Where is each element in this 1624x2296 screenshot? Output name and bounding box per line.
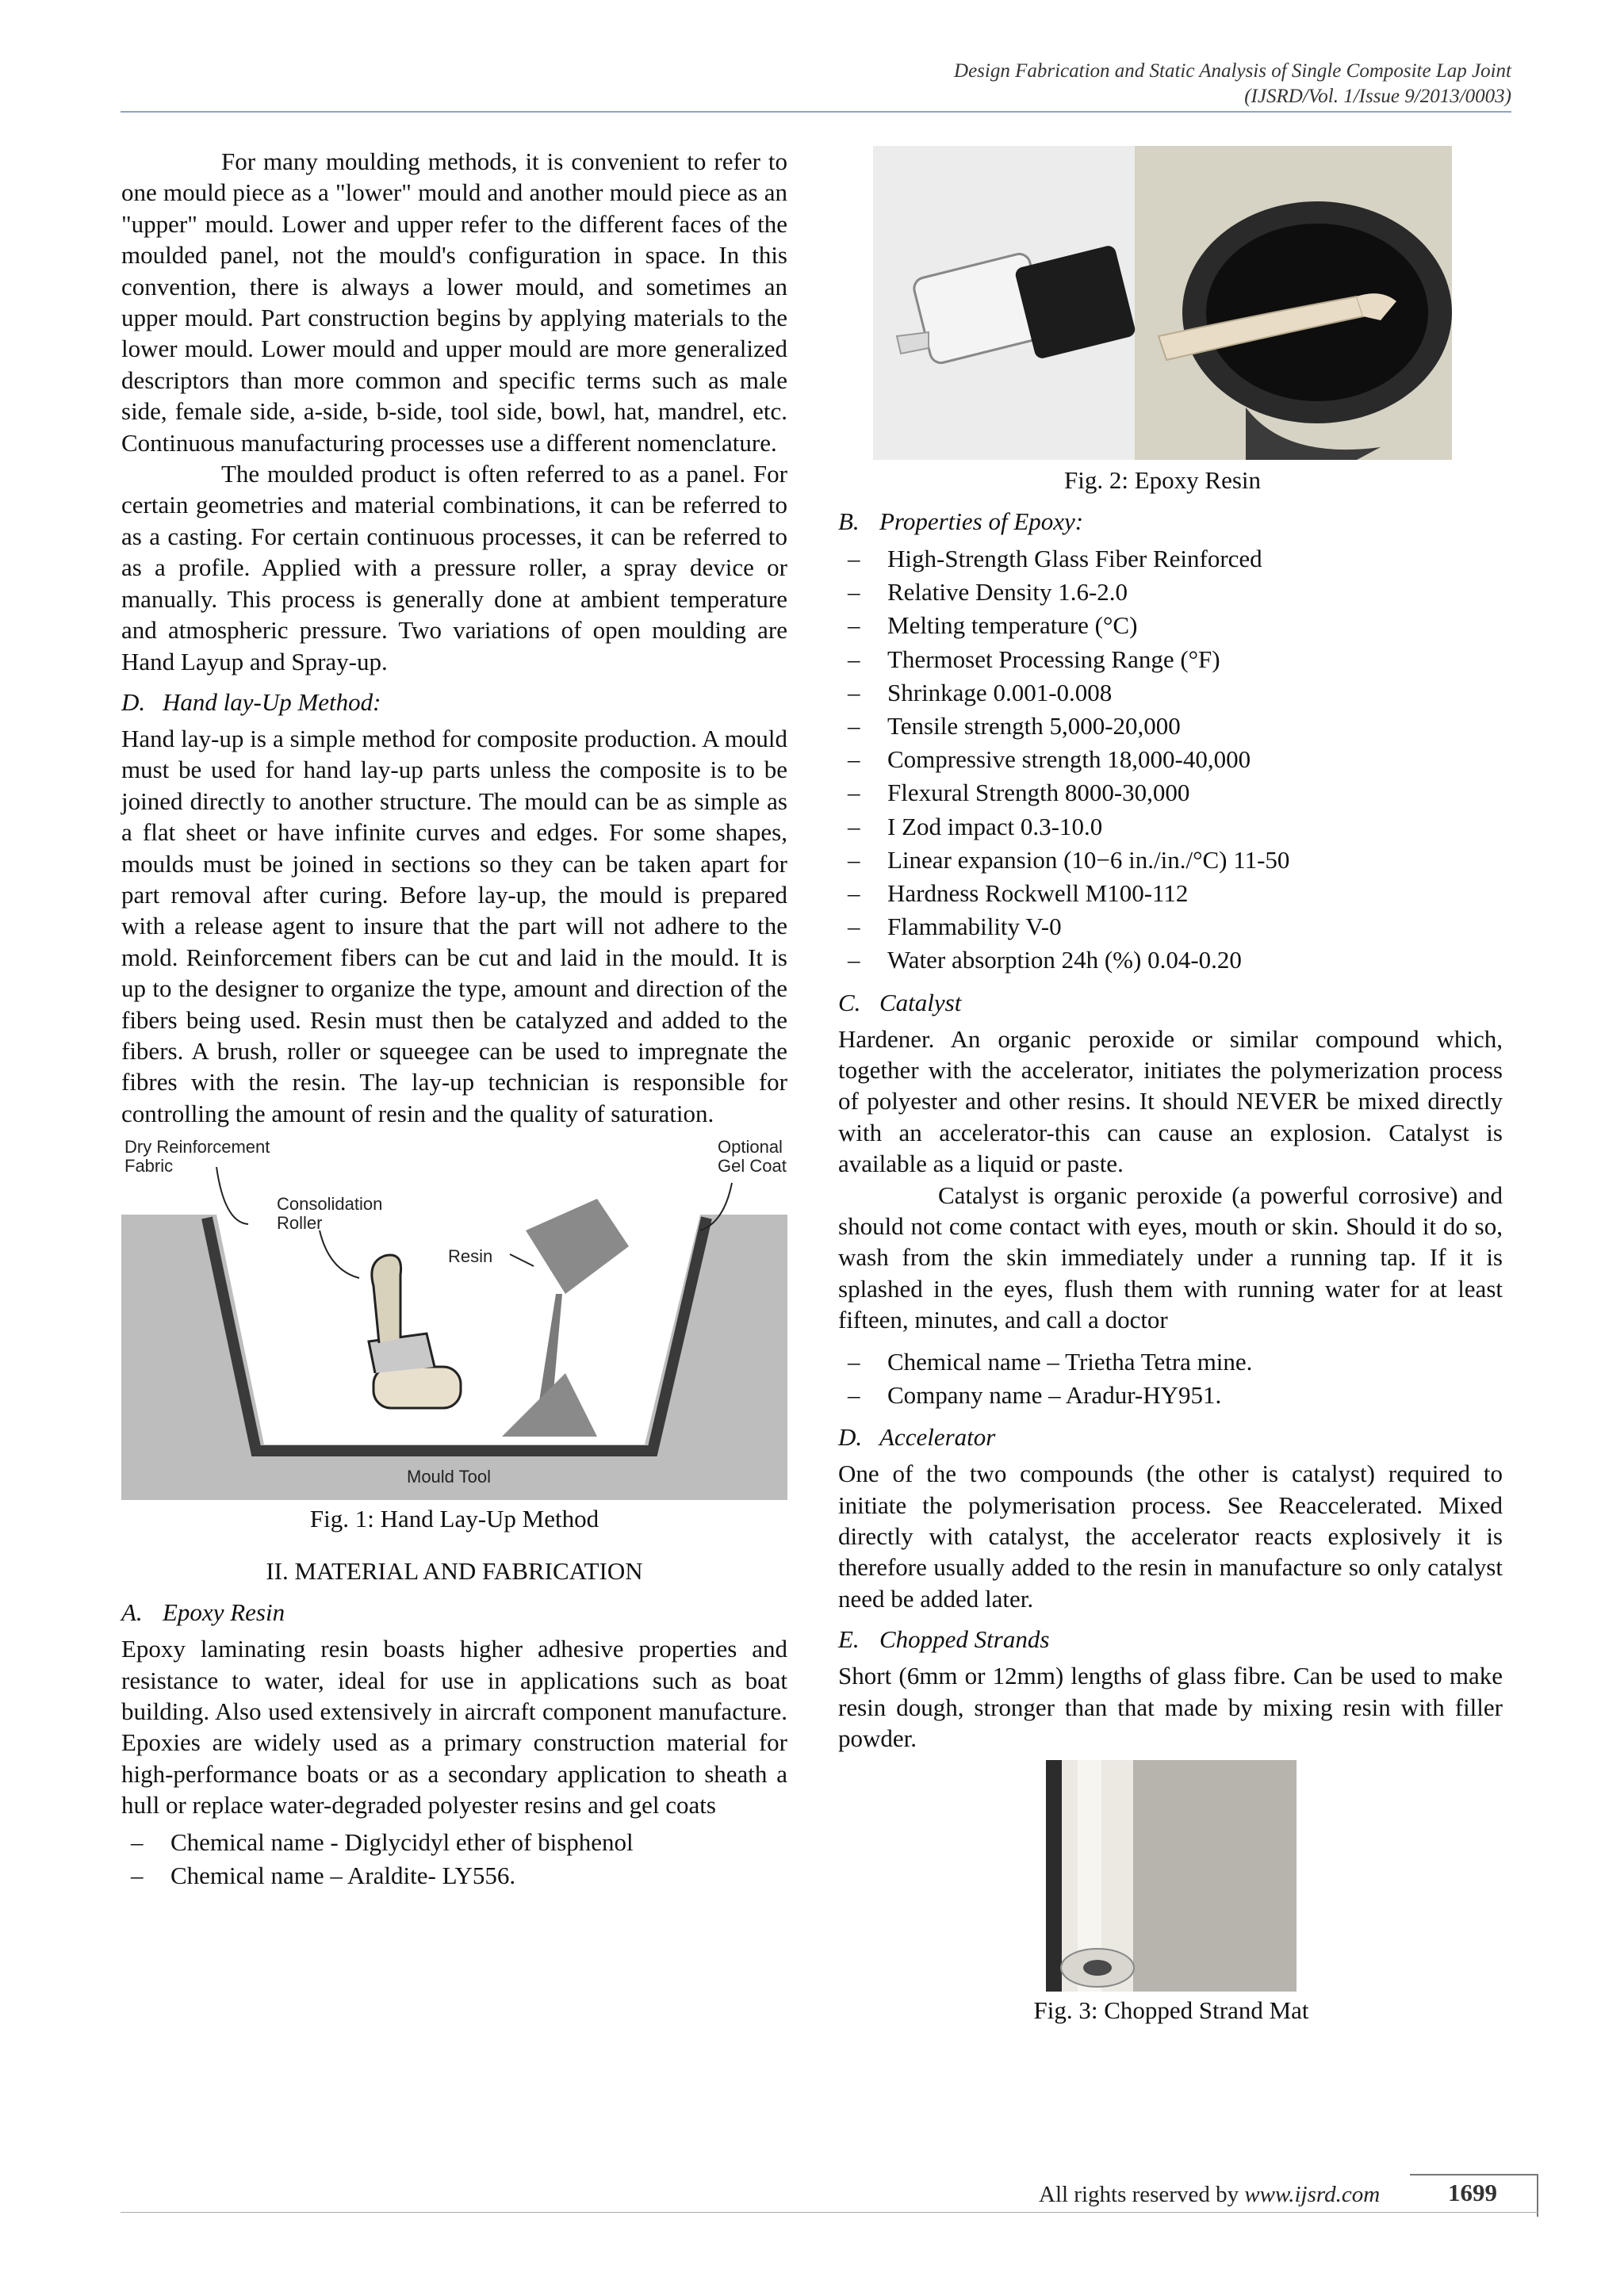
header-citation: (IJSRD/Vol. 1/Issue 9/2013/0003) (1244, 86, 1511, 107)
section-number: D. (121, 687, 146, 716)
figure-epoxy-resin (873, 146, 1452, 460)
left-column (121, 146, 787, 1897)
list-item (838, 1345, 1503, 1379)
section-title: Epoxy Resin (163, 1598, 285, 1627)
list-item (838, 710, 1503, 743)
label-resin: Resin (448, 1246, 493, 1267)
label-mould-tool: Mould Tool (407, 1467, 491, 1487)
list-item (838, 576, 1503, 609)
section-number: B. (838, 507, 860, 535)
footer-rule (121, 2212, 1538, 2213)
list-item-text: Compressive strength 18,000-40,000 (887, 745, 1251, 774)
catalyst-list (838, 1345, 1503, 1412)
dash-marker: – (848, 1380, 860, 1409)
list-item-text: Flexural Strength 8000-30,000 (887, 779, 1190, 807)
hand-layup-diagram (121, 1135, 787, 1500)
dash-marker: – (848, 545, 860, 572)
list-item-text: High-Strength Glass Fiber Reinforced (887, 545, 1262, 572)
section-heading-hand-layup (121, 687, 787, 718)
properties-list (838, 542, 1503, 978)
dash-marker: – (848, 812, 860, 840)
figure-2-caption: Fig. 2: Epoxy Resin (1063, 466, 1261, 494)
paragraph-accelerator: One of the two compounds (the other is catalyst) required to initiate the polymerisation process. See Reaccelerated. Mixed directly with catalyst, the accelerator reacts explosively it is therefore usually added to the resin in manufacture so only catalyst need be added later. (838, 1460, 1503, 1613)
dash-marker: – (131, 1861, 144, 1889)
section-number: E. (838, 1625, 860, 1654)
footer-rights (1039, 2182, 1380, 2208)
footer-rights-text: All rights reserved by (1039, 2182, 1239, 2207)
list-item (121, 1859, 787, 1892)
label-dry-fabric-1: Dry Reinforcement (124, 1137, 270, 1158)
paragraph-chopped-strands: Short (6mm or 12mm) lengths of glass fibre. Can be used to make resin dough, stronger than that made by mixing resin with filler powder. (838, 1662, 1503, 1752)
paragraph-panel: The moulded product is often referred to as a panel. For certain geometries and material combinations, it can be referred to as a casting. For certain continuous processes, it can be referred to as a profile. Applied with a pressure roller, a spray device or manually. This process is generally done at ambient temperature and atmospheric pressure. Two variations of open moulding are Hand Layup and Spray-up. (121, 460, 787, 675)
dash-marker: – (848, 645, 860, 673)
header-rule (121, 111, 1511, 113)
section-number: D. (838, 1423, 863, 1452)
dash-marker: – (848, 779, 860, 807)
list-item (838, 910, 1503, 943)
list-item (838, 877, 1503, 910)
figure-3-caption: Fig. 3: Chopped Strand Mat (1033, 1996, 1309, 2025)
section-heading-catalyst (838, 987, 1503, 1019)
epoxy-chemical-list (121, 1826, 787, 1892)
paragraph-hand-layup: Hand lay-up is a simple method for composite production. A mould must be used for hand lay-up parts unless the composite is to be joined directly to another structure. The mould can be as simple as a flat sheet or have infinite curves and edges. For some shapes, moulds must be joined in sections so they can be taken apart for part removal after curing. Before lay-up, the mould is prepared with a release agent to insure that the part will not adhere to the mold. Reinforcement fibers can be cut and laid in the mould. It is up to the designer to organize the type, amount and direction of the fibers being used. Resin must then be catalyzed and added to the fibers. A brush, roller or squeegee can be used to impregnate the fibres with the resin. The lay-up technician is responsible for controlling the amount of resin and the quality of saturation. (121, 724, 787, 1127)
section-heading-accelerator (838, 1422, 1503, 1453)
list-item-text: Chemical name – Trietha Tetra mine. (887, 1347, 1253, 1376)
list-item (838, 676, 1503, 710)
dash-marker: – (848, 845, 860, 874)
section-heading-chopped-strands (838, 1624, 1503, 1655)
list-item-text: Chemical name - Diglycidyl ether of bisphenol (170, 1827, 634, 1856)
section-title: Catalyst (879, 988, 962, 1016)
list-item (838, 844, 1503, 877)
list-item (838, 943, 1503, 977)
list-item-text: Flammability V-0 (887, 913, 1062, 941)
dash-marker: – (848, 611, 860, 640)
list-item-text: Thermoset Processing Range (°F) (887, 645, 1220, 673)
figure-1-caption: Fig. 1: Hand Lay-Up Method (309, 1505, 599, 1533)
dash-marker: – (848, 745, 860, 774)
dash-marker: – (848, 578, 860, 607)
right-column (838, 146, 1503, 2034)
paragraph-catalyst-safety: Catalyst is organic peroxide (a powerful corrosive) and should not come contact with eyes, mouth or skin. Should it do so, wash from the skin immediately under a running tap. If it is splashed in the eyes, flush them with running water for at least fifteen, minutes, and call a doctor (838, 1181, 1503, 1334)
list-item (121, 1826, 787, 1859)
section-number: C. (838, 988, 861, 1016)
paragraph-epoxy: Epoxy laminating resin boasts higher adhesive properties and resistance to water, ideal for use in applications such as boat building. Also used extensively in aircraft component manufacture. Epoxies are widely used as a primary construction material for high-performance boats or as a secondary application to sheath a hull or replace water-degraded polyester resins and gel coats (121, 1635, 787, 1820)
section-heading-material: II. MATERIAL AND FABRICATION (266, 1557, 643, 1586)
list-item-text: Water absorption 24h (%) 0.04-0.20 (887, 946, 1242, 974)
section-title: Properties of Epoxy: (879, 507, 1084, 535)
dash-marker: – (848, 879, 860, 908)
section-number: A. (121, 1598, 143, 1627)
dash-marker: – (848, 946, 860, 974)
section-title: Accelerator (879, 1423, 996, 1452)
dash-marker: – (848, 1347, 860, 1376)
paragraph-moulding: For many moulding methods, it is convenient to refer to one mould piece as a "lower" mould and another mould piece as an "upper" mould. Lower and upper refer to the different faces of the moulded panel, not the mould's configuration in space. In this convention, there is always a lower mould, and sometimes an upper mould. Part construction begins by applying materials to the lower mould. Lower mould and upper mould are more generalized descriptors than more common and specific terms such as male side, female side, a-side, b-side, tool side, bowl, hat, mandrel, etc. Continuous manufacturing processes use a different nomenclature. (121, 147, 787, 457)
list-item (838, 776, 1503, 809)
label-dry-fabric-2: Fabric (124, 1156, 174, 1177)
figure-chopped-strand-mat (1046, 1760, 1297, 1992)
list-item-text: Linear expansion (10−6 in./in./°C) 11-50 (887, 845, 1290, 874)
label-roller-2: Roller (277, 1213, 323, 1234)
dash-marker: – (131, 1827, 144, 1856)
section-heading-epoxy-resin (121, 1597, 787, 1628)
section-title: Chopped Strands (879, 1625, 1050, 1654)
page-number: 1699 (1448, 2179, 1497, 2206)
label-roller-1: Consolidation (277, 1194, 383, 1215)
section-heading-properties (838, 506, 1503, 538)
list-item-text: Tensile strength 5,000-20,000 (887, 712, 1181, 740)
list-item-text: Chemical name – Araldite- LY556. (170, 1861, 516, 1889)
list-item (838, 743, 1503, 776)
running-header (954, 59, 1511, 109)
dash-marker: – (848, 913, 860, 941)
label-gel-coat-1: Optional (718, 1137, 783, 1158)
figure-hand-layup (121, 1135, 787, 1500)
epoxy-resin-photo (873, 146, 1452, 460)
chopped-strand-mat-photo (1046, 1760, 1297, 1992)
list-item-text: Relative Density 1.6-2.0 (887, 578, 1128, 607)
paragraph-catalyst: Hardener. An organic peroxide or similar compound which, together with the accelerator, initiates the polymerization process of polyester and other resins. It should NEVER be mixed directly with an accelerator-this can cause an explosion. Catalyst is available as a liquid or paste. (838, 1024, 1503, 1178)
list-item-text: Shrinkage 0.001-0.008 (887, 678, 1113, 706)
list-item-text: Company name – Aradur-HY951. (887, 1380, 1222, 1409)
list-item (838, 609, 1503, 642)
section-title: Hand lay-Up Method: (163, 687, 381, 716)
list-item (838, 643, 1503, 676)
list-item (838, 542, 1503, 576)
list-item-text: Melting temperature (°C) (887, 611, 1138, 640)
footer-site-link[interactable]: www.ijsrd.com (1244, 2182, 1381, 2207)
header-title: Design Fabrication and Static Analysis of Single Composite Lap Joint (954, 60, 1511, 82)
list-item-text: I Zod impact 0.3-10.0 (887, 812, 1103, 840)
list-item (838, 1379, 1503, 1412)
dash-marker: – (848, 678, 860, 706)
list-item (838, 810, 1503, 844)
list-item-text: Hardness Rockwell M100-112 (887, 879, 1189, 908)
label-gel-coat-2: Gel Coat (718, 1156, 787, 1177)
dash-marker: – (848, 712, 860, 740)
